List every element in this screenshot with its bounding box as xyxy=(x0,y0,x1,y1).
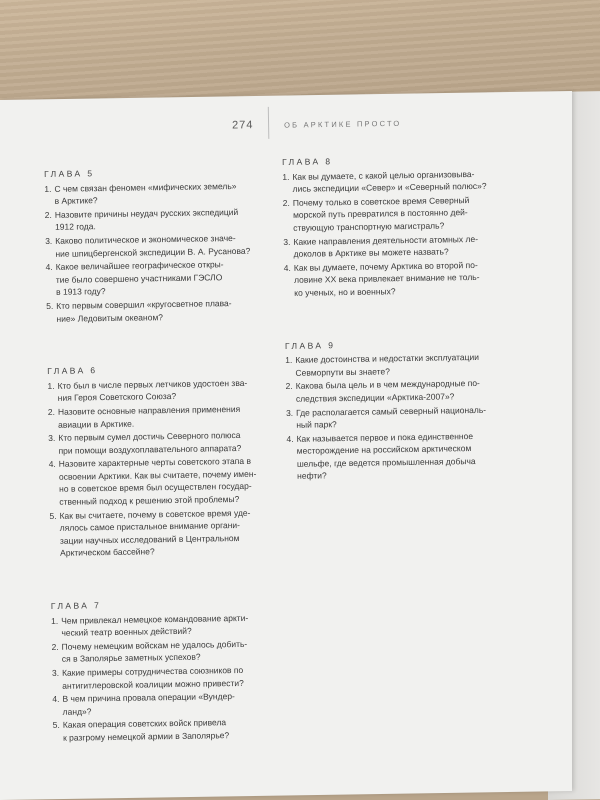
question-number: 4. xyxy=(45,262,53,273)
question-text: Как вы считаете, почему в советское время уде- лялось самое пристальное внимание органи- зации научных исследований в Центральном Арктическом бассейне? xyxy=(59,507,251,559)
question-item xyxy=(286,429,517,483)
question-text: Какое величайшее географическое откры- тие было совершено участниками ГЭСЛО в 1913 году? xyxy=(55,259,224,298)
chapter-title: ГЛАВА 8 xyxy=(282,156,333,167)
question-number: 4. xyxy=(286,433,294,444)
question-item xyxy=(45,258,271,299)
question-item xyxy=(51,637,276,666)
question-text: Кто первым совершил «кругосветное плава- ние» Ледовитым океаном? xyxy=(56,298,232,324)
question-item xyxy=(44,179,269,208)
question-number: 1. xyxy=(51,615,59,626)
question-text: Назовите основные направления применения авиации в Арктике. xyxy=(57,403,241,430)
question-number: 4. xyxy=(283,262,291,273)
question-number: 2. xyxy=(282,197,290,208)
question-item xyxy=(49,455,275,509)
question-text: Чем привлекал немецкое командование аркти- ческий театр военных действий? xyxy=(61,612,249,639)
question-item xyxy=(282,167,512,196)
question-text: Как называется первое и пока единственное месторождение на российском арктическом шельфе, где ведется промышленная добыча нефти? xyxy=(296,430,476,482)
question-number: 5. xyxy=(52,720,60,731)
question-item xyxy=(52,690,277,719)
question-number: 2. xyxy=(44,209,52,220)
question-number: 5. xyxy=(46,300,54,311)
chapter-section xyxy=(285,336,517,483)
question-text: Какие примеры сотрудничества союзников по антигитлеровской коалиции можно привести? xyxy=(61,664,244,691)
question-text: Назовите причины неудач русских экспедиций 1912 года. xyxy=(54,206,239,233)
question-item xyxy=(49,506,275,560)
question-item xyxy=(51,611,276,640)
question-number: 2. xyxy=(51,641,59,652)
question-item xyxy=(53,716,278,745)
question-number: 1. xyxy=(44,183,52,194)
question-item xyxy=(283,232,513,261)
chapter-title: ГЛАВА 6 xyxy=(47,365,98,377)
question-text: В чем причина провала операции «Вундер- ланд»? xyxy=(62,691,235,717)
chapter-section xyxy=(282,152,514,299)
chapter-title: ГЛАВА 7 xyxy=(50,600,102,611)
question-number: 3. xyxy=(285,407,294,418)
question-text: Кто первым сумел достичь Северного полюса при помощи воздухоплавательного аппарата? xyxy=(58,430,242,456)
question-item xyxy=(47,376,272,405)
page-number: 274 xyxy=(231,119,254,132)
question-item xyxy=(52,663,277,692)
question-number: 1. xyxy=(282,171,290,182)
question-item xyxy=(45,231,270,260)
question-number: 4. xyxy=(48,459,56,470)
question-number: 4. xyxy=(52,694,60,705)
question-text: Каково политическое и экономическое значе- ние шпицбергенской экспедиции В. А. Русанова? xyxy=(55,232,251,259)
question-number: 5. xyxy=(49,510,57,521)
question-text: Как вы думаете, с какой целью организовыва- лись экспедиции «Север» и «Северный полюс»? xyxy=(292,168,487,195)
chapter-section xyxy=(44,164,271,325)
question-item xyxy=(283,193,514,234)
question-number: 2. xyxy=(47,406,56,417)
chapter-title: ГЛАВА 9 xyxy=(284,339,336,351)
question-item xyxy=(286,403,516,432)
question-item xyxy=(46,296,271,325)
question-number: 2. xyxy=(285,381,293,392)
question-text: Какая операция советских войск привела к разгрому немецкой армии в Заполярье? xyxy=(62,717,230,743)
question-item xyxy=(45,205,270,234)
question-item xyxy=(285,350,515,379)
question-text: Как вы думаете, почему Арктика во второй по- ловине XX века привлекает внимание не толь- ко ученых, но и военных? xyxy=(293,259,480,298)
question-text: Назовите характерные черты советского этапа в освоении Арктики. Как вы считаете, почему имен- но в советское время был осуществлен государ- ственный подход к решению этой проблемы? xyxy=(58,456,257,507)
right-column xyxy=(282,152,518,523)
running-title: ОБ АРКТИКЕ ПРОСТО xyxy=(284,118,402,130)
question-item xyxy=(48,402,273,431)
page-header xyxy=(200,116,440,140)
question-number: 3. xyxy=(45,235,53,246)
left-column xyxy=(44,164,279,784)
question-text: Почему только в советское время Северный морской путь превратился в постоянно дей- ствующую транспортную магистраль? xyxy=(292,194,470,233)
chapter-section xyxy=(51,596,278,744)
question-text: Кто был в числе первых летчиков удостоен зва- ния Героя Советского Союза? xyxy=(57,377,248,404)
question-text: Почему немецким войскам не удалось добить- ся в Заполярье заметных успехов? xyxy=(61,638,248,665)
chapter-section xyxy=(47,362,275,560)
question-text: Где располагается самый северный националь- ный парк? xyxy=(296,404,487,430)
question-item xyxy=(48,429,273,458)
question-number: 1. xyxy=(47,380,55,391)
question-item xyxy=(286,377,516,406)
question-item xyxy=(284,258,515,299)
question-text: Какие достоинства и недостатки эксплуатации Севморпути вы знаете? xyxy=(295,352,480,378)
question-text: С чем связан феномен «мифических земель» в Арктике? xyxy=(54,180,237,207)
chapter-title: ГЛАВА 5 xyxy=(44,168,95,179)
question-number: 1. xyxy=(285,354,293,366)
question-number: 3. xyxy=(283,236,291,247)
question-text: Какова была цель и в чем международные по- следствия экспедиции «Арктика-2007»? xyxy=(295,378,480,404)
question-number: 3. xyxy=(48,432,56,444)
question-text: Какие направления деятельности атомных ле- доколов в Арктике вы можете назвать? xyxy=(293,233,479,259)
question-number: 3. xyxy=(51,667,60,678)
